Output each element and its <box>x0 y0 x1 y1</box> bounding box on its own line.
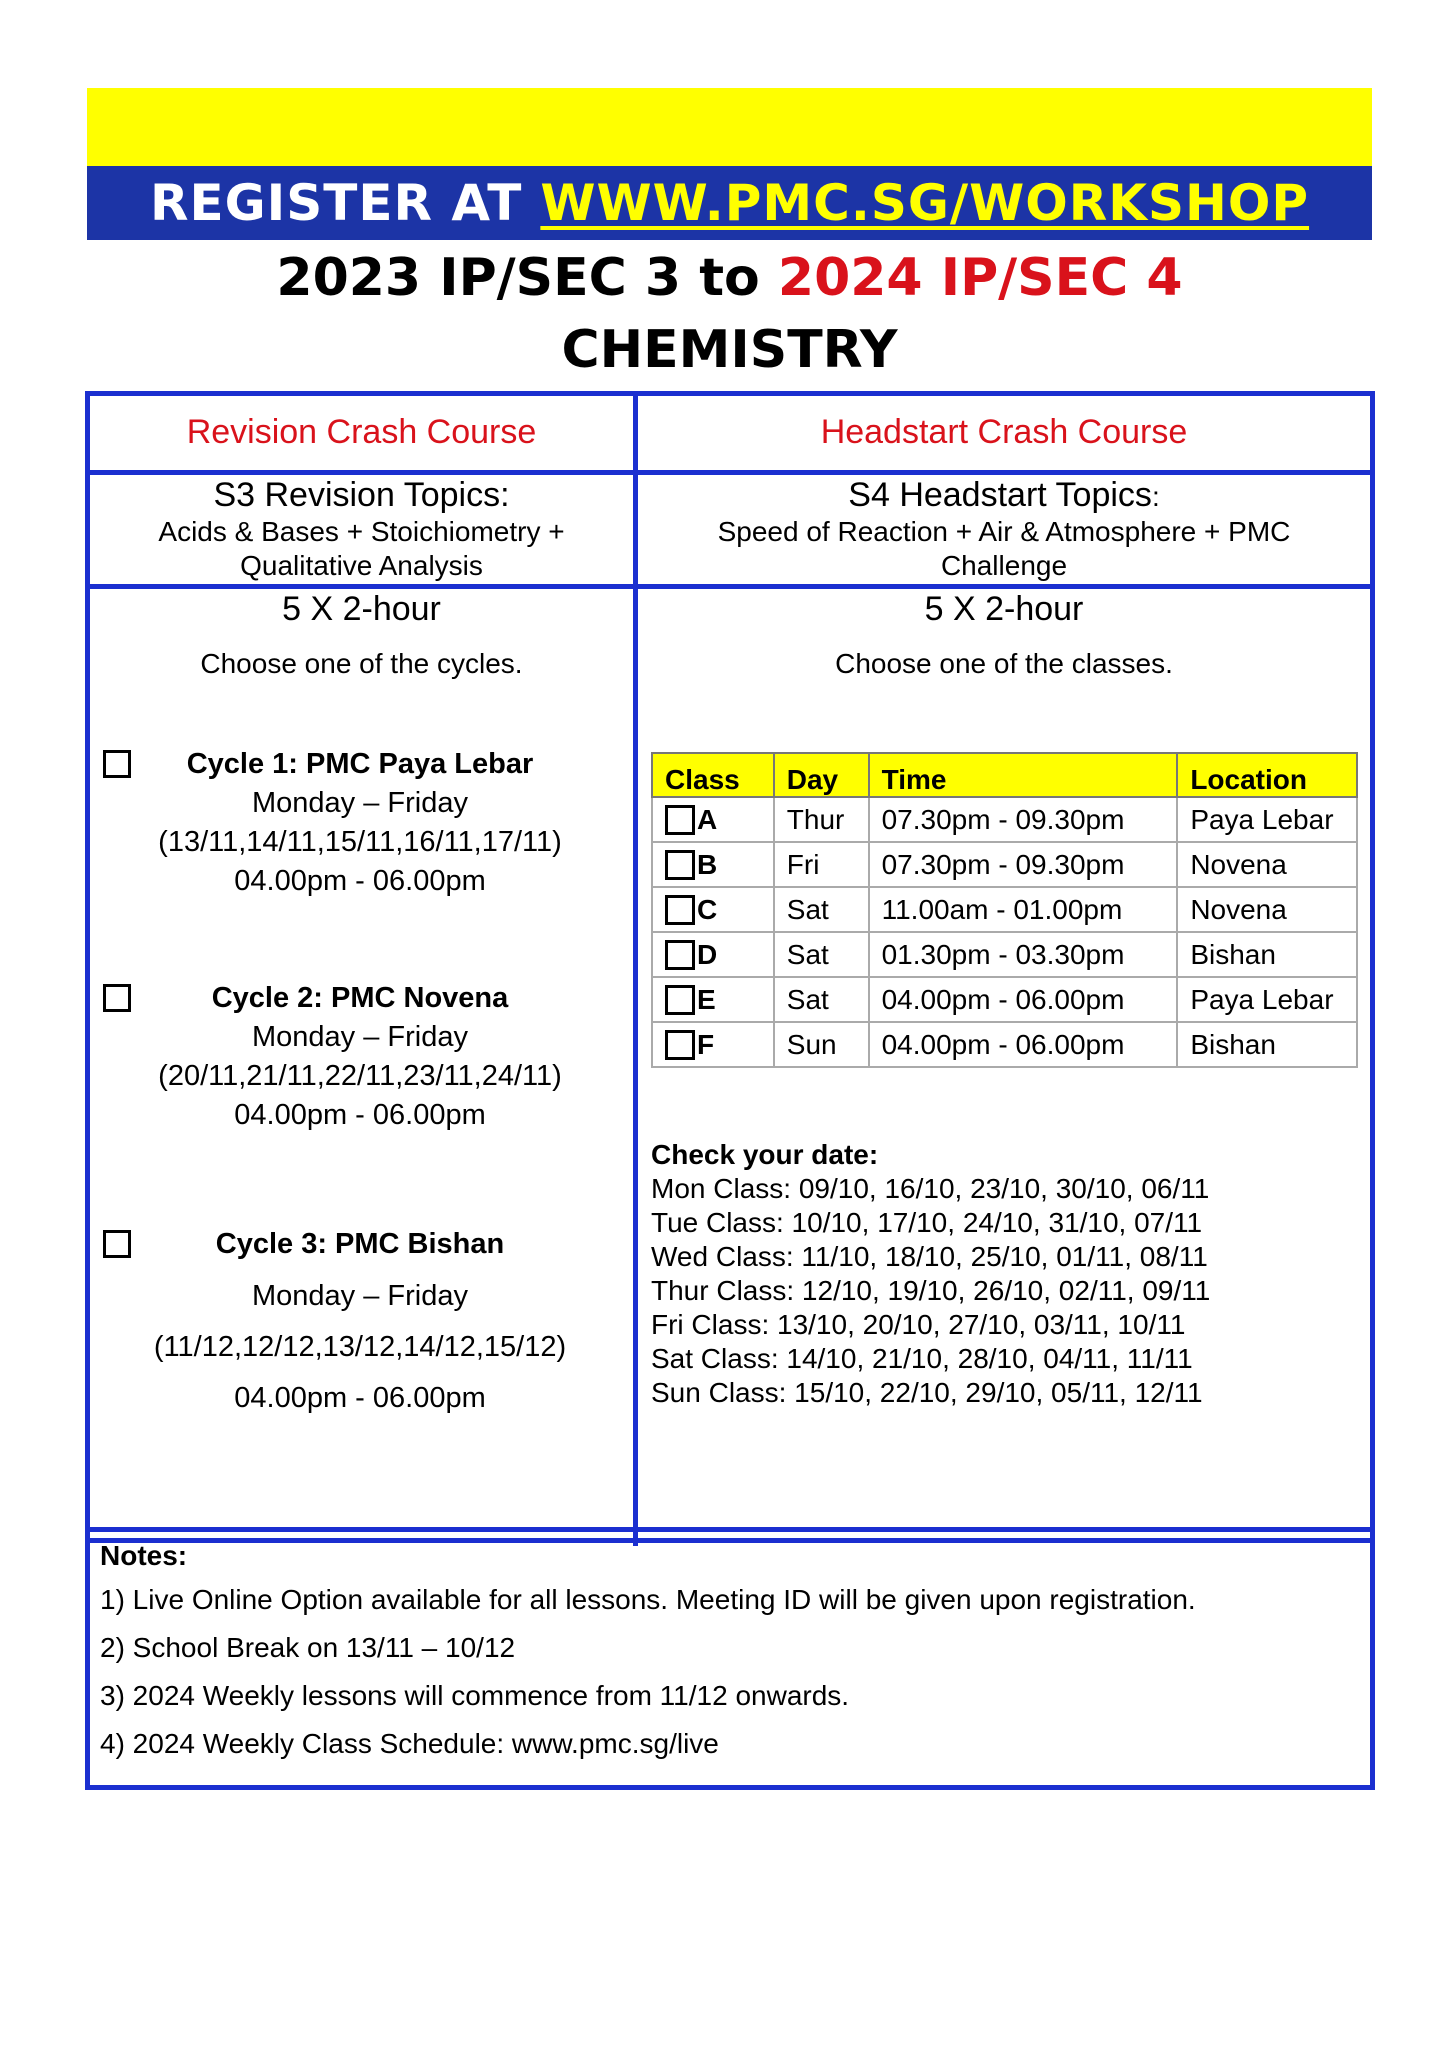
cycle-2-days: Monday – Friday <box>252 1021 468 1053</box>
column-header-location: Location <box>1177 753 1357 797</box>
class-e-checkbox[interactable] <box>665 985 695 1015</box>
class-label: C <box>697 893 718 925</box>
row-divider <box>85 584 1375 589</box>
class-cell <box>652 932 774 977</box>
class-label: D <box>697 938 718 970</box>
headstart-topics-line-1: Speed of Reaction + Air & Atmosphere + PMC <box>717 516 1291 547</box>
note-item-4: 4) 2024 Weekly Class Schedule: www.pmc.sg/live <box>100 1728 719 1759</box>
row-divider <box>85 470 1375 475</box>
date-line-sat: Sat Class: 14/10, 21/10, 28/10, 04/11, 11/11 <box>651 1343 1193 1374</box>
date-line-thur: Thur Class: 12/10, 19/10, 26/10, 02/11, 09/11 <box>651 1275 1211 1306</box>
cycle-2-checkbox[interactable] <box>103 984 131 1012</box>
cycle-1-time: 04.00pm - 06.00pm <box>234 865 486 897</box>
revision-choose-text: Choose one of the cycles. <box>200 648 523 679</box>
class-b-checkbox[interactable] <box>665 850 695 880</box>
headstart-hours: 5 X 2-hour <box>924 590 1084 628</box>
title-to: 2024 IP/SEC 4 <box>777 248 1183 308</box>
class-option <box>665 1029 773 1061</box>
class-option <box>665 894 773 926</box>
class-d-checkbox[interactable] <box>665 940 695 970</box>
column-header-time: Time <box>869 753 1178 797</box>
headstart-topics-colon: : <box>1151 481 1160 512</box>
notes-title: Notes: <box>100 1540 188 1571</box>
class-option <box>665 804 773 836</box>
notes-section <box>100 1540 1196 1776</box>
register-prefix: REGISTER AT <box>149 174 523 232</box>
headstart-topics-title: S4 Headstart Topics <box>848 476 1152 514</box>
page-title <box>87 248 1372 308</box>
time-cell: 11.00am - 01.00pm <box>869 887 1178 932</box>
class-cell <box>652 797 774 842</box>
location-cell: Novena <box>1177 842 1357 887</box>
cycle-2-dates: (20/11,21/11,22/11,23/11,24/11) <box>158 1060 562 1092</box>
cycle-3-time: 04.00pm - 06.00pm <box>234 1382 486 1414</box>
class-schedule-table <box>651 752 1358 1068</box>
day-cell: Thur <box>774 797 869 842</box>
headstart-topics-title-wrap <box>638 476 1370 515</box>
date-line-mon: Mon Class: 09/10, 16/10, 23/10, 30/10, 06/11 <box>651 1173 1210 1204</box>
cycle-1-title: Cycle 1: PMC Paya Lebar <box>186 748 534 780</box>
title-from: 2023 IP/SEC 3 to <box>276 248 778 308</box>
location-cell: Paya Lebar <box>1177 797 1357 842</box>
class-a-checkbox[interactable] <box>665 805 695 835</box>
date-line-fri: Fri Class: 13/10, 20/10, 27/10, 03/11, 10/11 <box>651 1309 1186 1340</box>
revision-topics-line-1: Acids & Bases + Stoichiometry + <box>158 516 565 547</box>
date-line-wed: Wed Class: 11/10, 18/10, 25/10, 01/11, 08/11 <box>651 1241 1208 1272</box>
headstart-choose-text: Choose one of the classes. <box>835 648 1173 679</box>
column-header-class: Class <box>652 753 774 797</box>
time-cell: 04.00pm - 06.00pm <box>869 977 1178 1022</box>
class-cell <box>652 1022 774 1067</box>
class-c-checkbox[interactable] <box>665 895 695 925</box>
subject-title: CHEMISTRY <box>561 320 898 380</box>
date-line-sun: Sun Class: 15/10, 22/10, 29/10, 05/11, 12/11 <box>651 1377 1203 1408</box>
table-row <box>652 932 1357 977</box>
note-item-1: 1) Live Online Option available for all lessons. Meeting ID will be given upon registration. <box>100 1584 1196 1615</box>
location-cell: Bishan <box>1177 1022 1357 1067</box>
cycle-2-title: Cycle 2: PMC Novena <box>211 982 509 1014</box>
table-row <box>652 797 1357 842</box>
class-cell <box>652 977 774 1022</box>
cycle-1-dates: (13/11,14/11,15/11,16/11,17/11) <box>158 826 562 858</box>
time-cell: 01.30pm - 03.30pm <box>869 932 1178 977</box>
table-row <box>652 977 1357 1022</box>
day-cell: Sat <box>774 887 869 932</box>
revision-hours: 5 X 2-hour <box>282 590 441 628</box>
note-item-2: 2) School Break on 13/11 – 10/12 <box>100 1632 516 1663</box>
day-cell: Sat <box>774 977 869 1022</box>
class-cell <box>652 887 774 932</box>
class-option <box>665 849 773 881</box>
table-row <box>652 1022 1357 1067</box>
class-label: F <box>697 1028 715 1060</box>
table-row <box>652 842 1357 887</box>
class-label: A <box>697 803 718 835</box>
day-cell: Sat <box>774 932 869 977</box>
banner-yellow-strip <box>87 88 1372 166</box>
day-cell: Fri <box>774 842 869 887</box>
revision-heading: Revision Crash Course <box>186 413 537 451</box>
cycle-1-days: Monday – Friday <box>252 787 468 819</box>
date-check-list <box>651 1138 1210 1410</box>
location-cell: Bishan <box>1177 932 1357 977</box>
class-option <box>665 984 773 1016</box>
revision-topics-title: S3 Revision Topics: <box>213 476 510 514</box>
time-cell: 04.00pm - 06.00pm <box>869 1022 1178 1067</box>
class-cell <box>652 842 774 887</box>
table-row <box>652 887 1357 932</box>
cycle-3-title: Cycle 3: PMC Bishan <box>215 1228 505 1260</box>
location-cell: Paya Lebar <box>1177 977 1357 1022</box>
class-option <box>665 939 773 971</box>
time-cell: 07.30pm - 09.30pm <box>869 842 1178 887</box>
date-line-tue: Tue Class: 10/10, 17/10, 24/10, 31/10, 07/11 <box>651 1207 1203 1238</box>
time-cell: 07.30pm - 09.30pm <box>869 797 1178 842</box>
location-cell: Novena <box>1177 887 1357 932</box>
cycle-1-checkbox[interactable] <box>103 750 131 778</box>
headstart-heading: Headstart Crash Course <box>820 413 1188 451</box>
note-item-3: 3) 2024 Weekly lessons will commence from 11/12 onwards. <box>100 1680 850 1711</box>
table-header-row <box>652 753 1357 797</box>
class-f-checkbox[interactable] <box>665 1030 695 1060</box>
register-link[interactable]: WWW.PMC.SG/WORKSHOP <box>540 174 1310 232</box>
cycle-3-days: Monday – Friday <box>252 1280 468 1312</box>
register-banner <box>87 166 1372 240</box>
headstart-topics-line-2: Challenge <box>940 550 1068 581</box>
day-cell: Sun <box>774 1022 869 1067</box>
cycle-3-checkbox[interactable] <box>103 1230 131 1258</box>
column-header-day: Day <box>774 753 869 797</box>
cycle-3-dates: (11/12,12/12,13/12,14/12,15/12) <box>153 1331 567 1363</box>
cycle-2-time: 04.00pm - 06.00pm <box>234 1099 486 1131</box>
date-check-title: Check your date: <box>651 1139 879 1170</box>
class-label: B <box>697 848 718 880</box>
revision-topics-line-2: Qualitative Analysis <box>240 550 483 581</box>
class-label: E <box>697 983 716 1015</box>
